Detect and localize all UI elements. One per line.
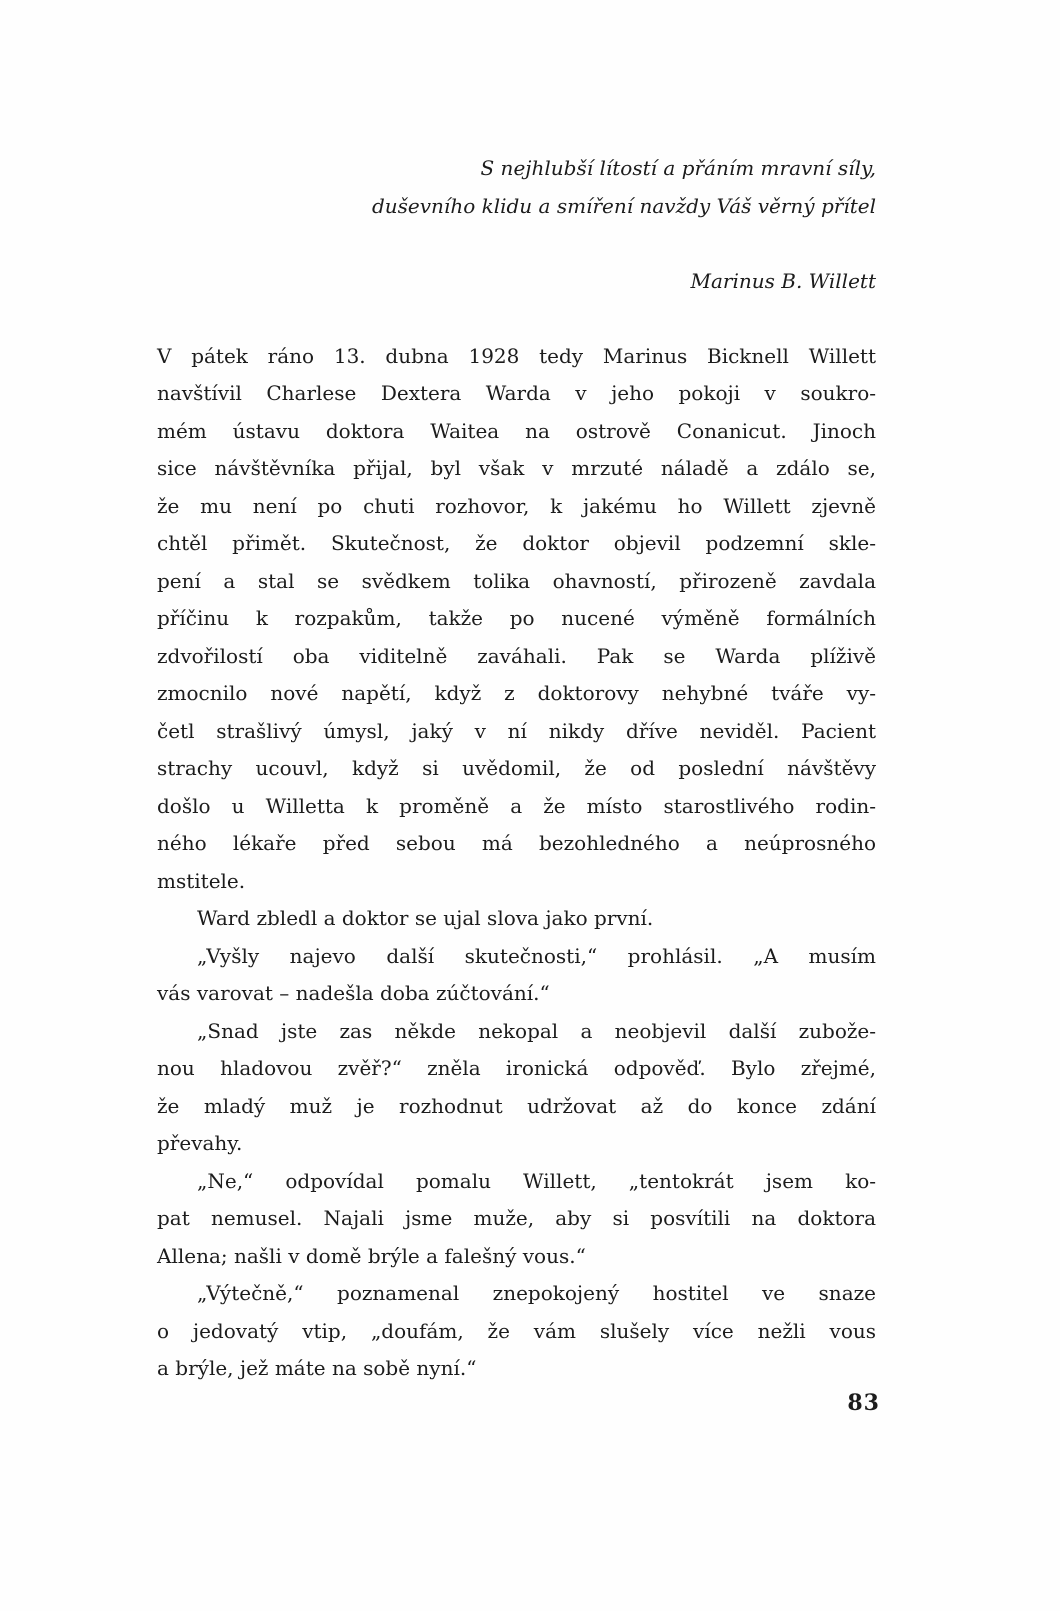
paragraph <box>157 900 876 938</box>
text-line: a brýle, jež máte na sobě nyní.“ <box>157 1356 477 1380</box>
text-line: pení a stal se svědkem tolika ohavností, přirozeně zavdala <box>157 568 876 593</box>
text-line: chtěl přimět. Skutečnost, že doktor objevil podzemní skle- <box>157 531 876 555</box>
text-line: mstitele. <box>157 868 246 893</box>
paragraph <box>157 938 876 1013</box>
text-line: ného lékaře před sebou má bezohledného a neúprosného <box>157 831 876 855</box>
text-line: Ward zbledl a doktor se ujal slova jako první. <box>197 906 654 930</box>
text-line: četl strašlivý úmysl, jaký v ní nikdy dříve neviděl. Pacient <box>157 718 876 743</box>
text-line: navštívil Charlese Dextera Warda v jeho pokoji v soukro- <box>157 381 876 405</box>
page-number: 83 <box>847 1390 880 1416</box>
signature: Marinus B. Willett <box>690 268 876 293</box>
page-content <box>157 150 876 1388</box>
text-line: nou hladovou zvěř?“ zněla ironická odpověď. Bylo zřejmé, <box>157 1056 876 1080</box>
text-line: zmocnilo nové napětí, když z doktorovy nehybné tváře vy- <box>157 681 876 705</box>
epigraph-line: S nejhlubší lítostí a přáním mravní síly, <box>480 156 876 180</box>
text-line: sice návštěvníka přijal, byl však v mrzuté náladě a zdálo se, <box>157 456 876 480</box>
paragraph <box>157 1013 876 1163</box>
text-line: pat nemusel. Najali jsme muže, aby si posvítili na doktora <box>157 1206 876 1230</box>
text-line: „Ne,“ odpovídal pomalu Willett, „tentokrát jsem ko- <box>197 1168 876 1193</box>
text-line: zdvořilostí oba viditelně zaváhali. Pak se Warda plíživě <box>157 643 876 668</box>
text-line: „Snad jste zas někde nekopal a neobjevil další zubože- <box>197 1018 876 1043</box>
text-line: „Výtečně,“ poznamenal znepokojený hostitel ve snaze <box>197 1281 876 1305</box>
text-line: strachy ucouvl, když si uvědomil, že od poslední návštěvy <box>157 756 876 780</box>
text-line: že mladý muž je rozhodnut udržovat až do konce zdání <box>157 1093 876 1118</box>
text-line: vás varovat – nadešla doba zúčtování.“ <box>157 981 550 1005</box>
text-line: Allena; našli v domě brýle a falešný vous.“ <box>157 1243 586 1268</box>
text-line: V pátek ráno 13. dubna 1928 tedy Marinus Bicknell Willett <box>157 343 876 368</box>
paragraph <box>157 1275 876 1388</box>
text-line: o jedovatý vtip, „doufám, že vám slušely více nežli vous <box>157 1318 876 1343</box>
paragraph <box>157 1163 876 1276</box>
paragraph <box>157 338 876 901</box>
epigraph <box>157 150 876 225</box>
text-line: mém ústavu doktora Waitea na ostrově Conanicut. Jinoch <box>157 418 876 443</box>
text-line: že mu není po chuti rozhovor, k jakému ho Willett zjevně <box>157 493 876 518</box>
body-text <box>157 338 876 1388</box>
text-line: „Vyšly najevo další skutečnosti,“ prohlásil. „A musím <box>197 943 876 968</box>
text-line: příčinu k rozpakům, takže po nucené výměně formálních <box>157 606 876 630</box>
text-line: došlo u Willetta k proměně a že místo starostlivého rodin- <box>157 793 876 818</box>
epigraph-line: duševního klidu a smíření navždy Váš věrný přítel <box>371 193 876 218</box>
text-line: převahy. <box>157 1131 243 1155</box>
